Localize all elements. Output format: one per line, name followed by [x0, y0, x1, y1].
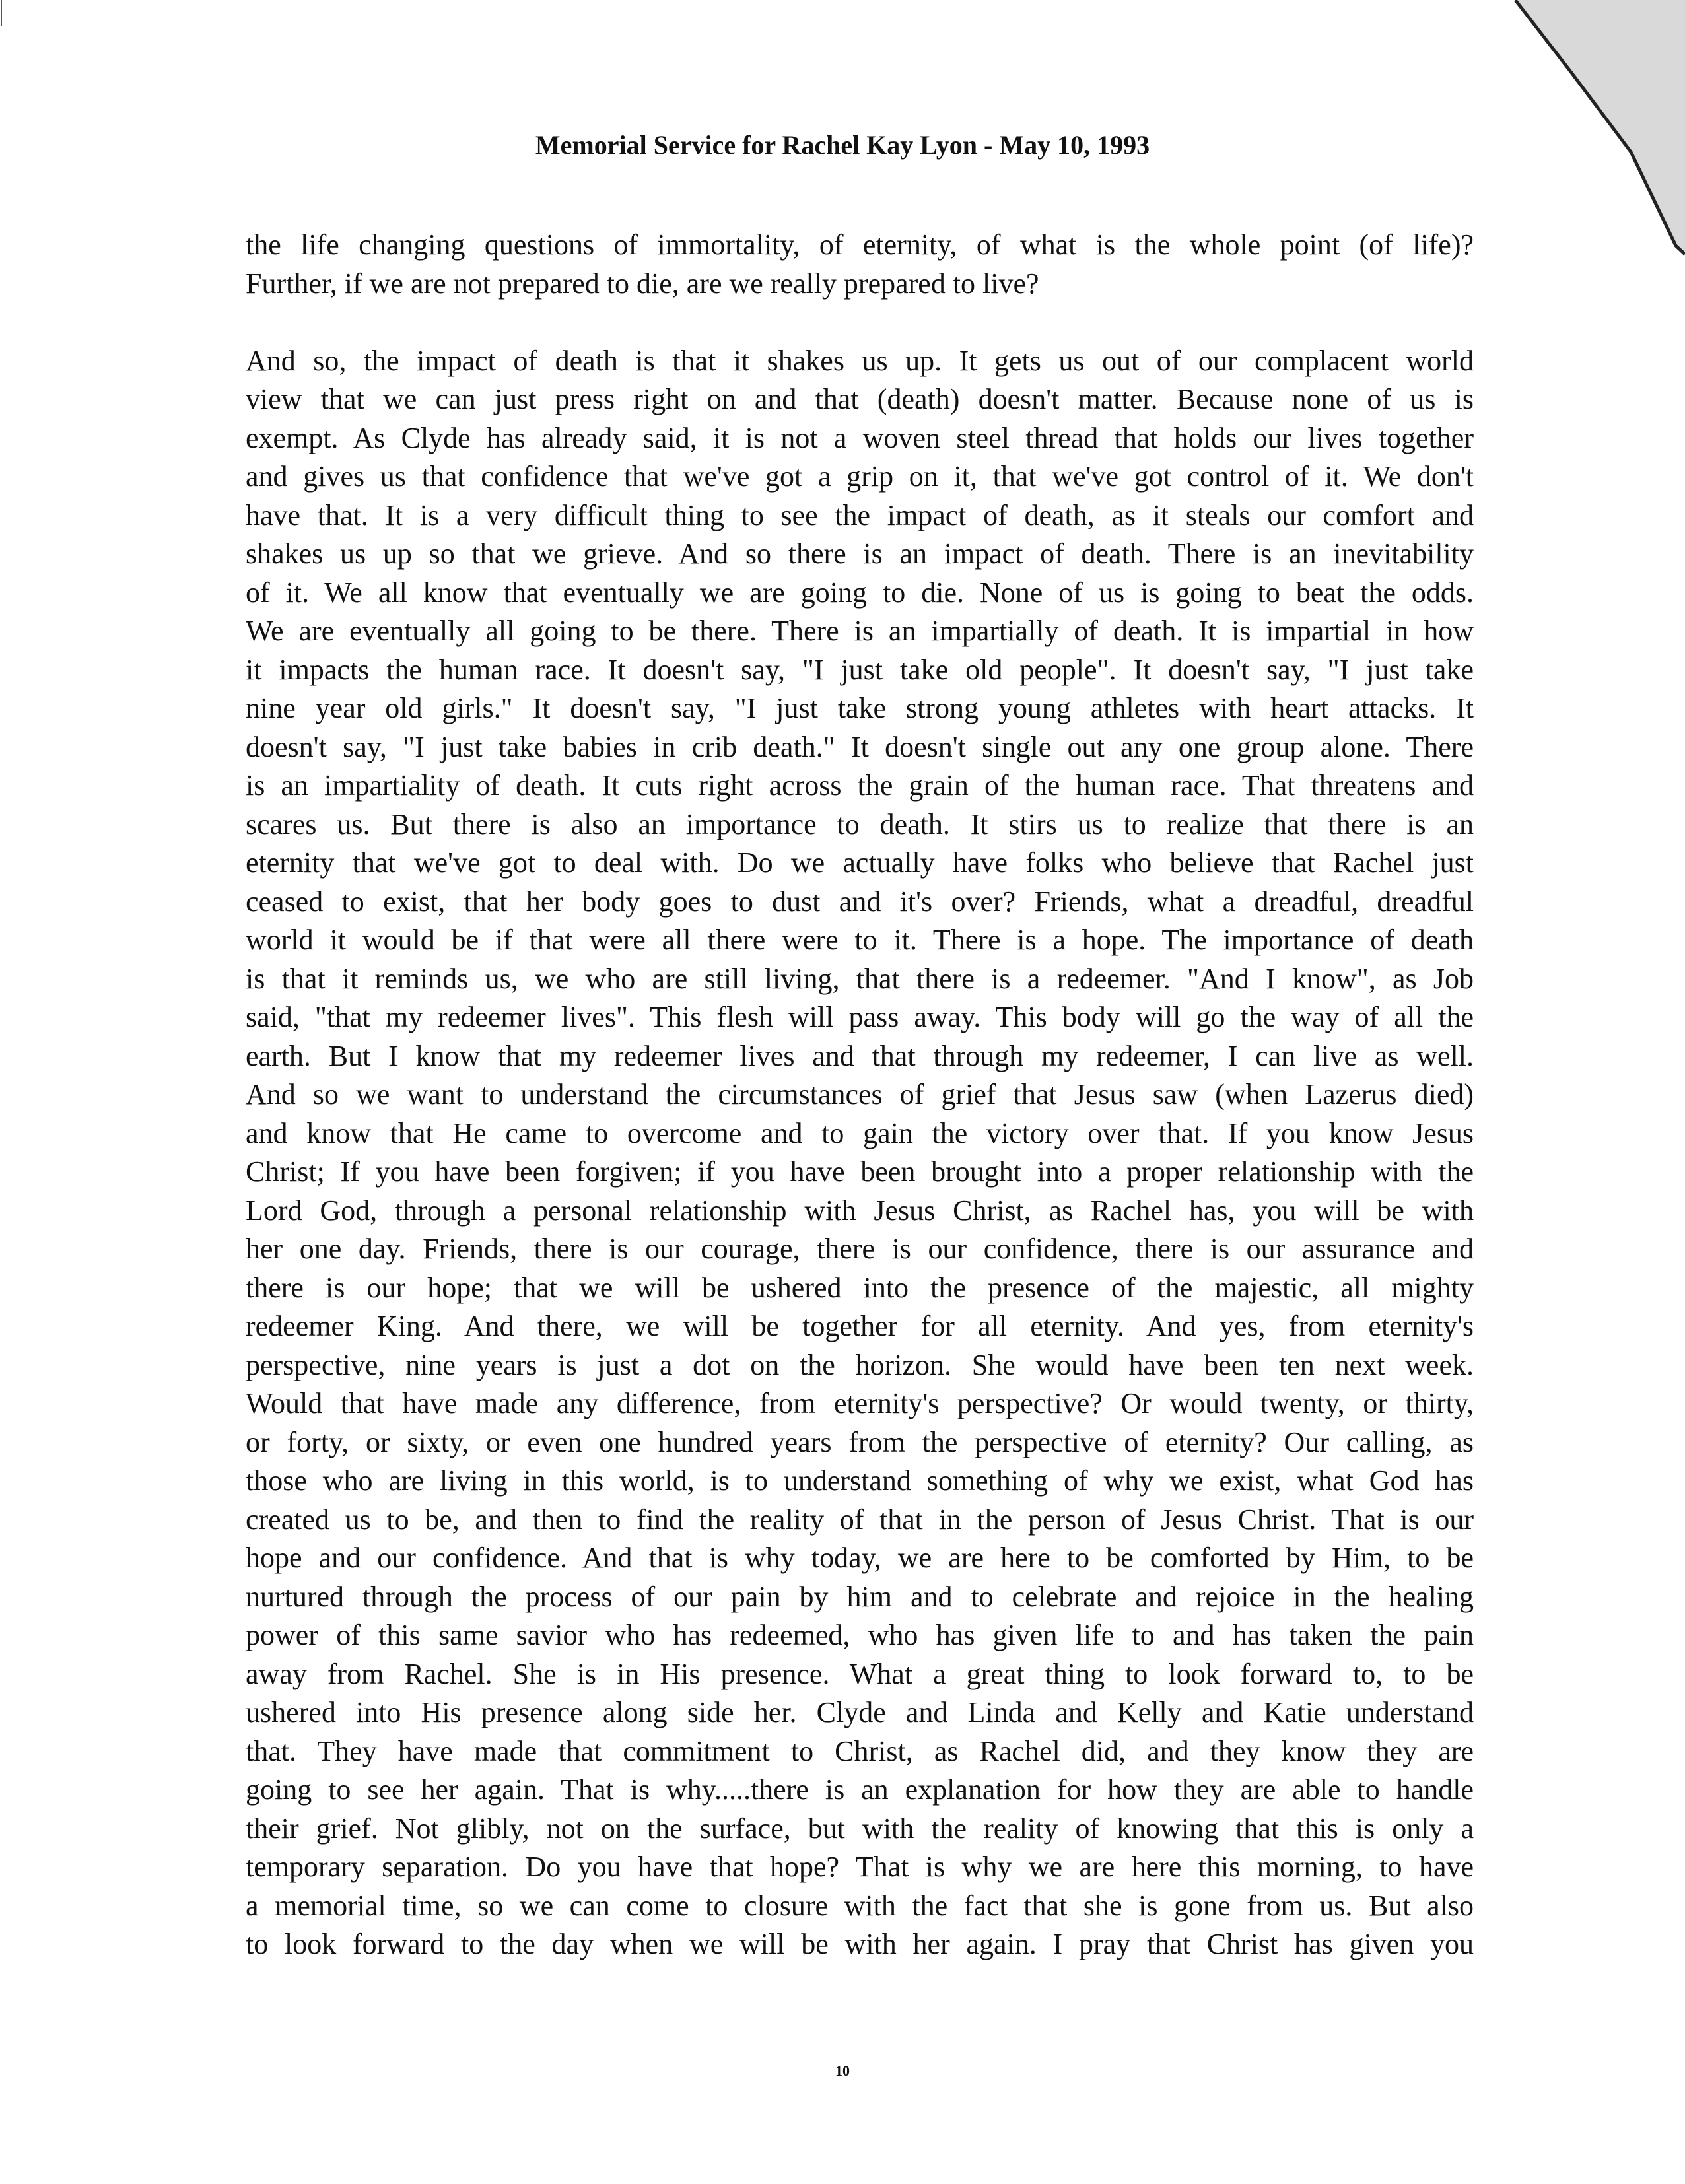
text-line: doesn't say, "I just take babies in crib death." It doesn't single out any one group alone. There — [246, 730, 1474, 763]
text-line: nurtured through the process of our pain by him and to celebrate and rejoice in the healing — [246, 1580, 1474, 1613]
text-line: of it. We all know that eventually we are going to die. None of us is going to beat the odds. — [246, 576, 1474, 609]
text-line: or forty, or sixty, or even one hundred years from the perspective of eternity? Our calling, as — [246, 1425, 1474, 1458]
body-text — [246, 226, 1474, 1964]
text-line: there is our hope; that we will be ushered into the presence of the majestic, all mighty — [246, 1271, 1474, 1304]
text-line: And so we want to understand the circumstances of grief that Jesus saw (when Lazerus died) — [246, 1078, 1474, 1110]
text-line: and know that He came to overcome and to gain the victory over that. If you know Jesus — [246, 1116, 1474, 1149]
text-line: earth. But I know that my redeemer lives and that through my redeemer, I can live as well. — [246, 1039, 1474, 1072]
text-line: and gives us that confidence that we've got a grip on it, that we've got control of it. We don't — [246, 460, 1474, 493]
text-line: created us to be, and then to find the reality of that in the person of Jesus Christ. That is our — [246, 1503, 1474, 1536]
text-line: world it would be if that were all there were to it. There is a hope. The importance of death — [246, 924, 1474, 956]
text-line: it impacts the human race. It doesn't say, "I just take old people". It doesn't say, "I just take — [246, 653, 1474, 686]
text-line: a memorial time, so we can come to closure with the fact that she is gone from us. But also — [246, 1889, 1474, 1922]
text-line: Further, if we are not prepared to die, are we really prepared to live? — [246, 267, 1039, 300]
text-line: Christ; If you have been forgiven; if you have been brought into a proper relationship with the — [246, 1155, 1474, 1188]
text-line: We are eventually all going to be there. There is an impartially of death. It is impartial in how — [246, 615, 1474, 647]
text-line: ushered into His presence along side her. Clyde and Linda and Kelly and Katie understand — [246, 1696, 1474, 1728]
text-line: ceased to exist, that her body goes to dust and it's over? Friends, what a dreadful, dreadful — [246, 885, 1474, 918]
text-line: have that. It is a very difficult thing to see the impact of death, as it steals our comfort and — [246, 498, 1474, 531]
text-line: the life changing questions of immortality, of eternity, of what is the whole point (of life)? — [246, 228, 1474, 261]
page-title: Memorial Service for Rachel Kay Lyon - May 10, 1993 — [535, 130, 1150, 160]
text-line: shakes us up so that we grieve. And so there is an impact of death. There is an inevitability — [246, 537, 1474, 570]
text-line: going to see her again. That is why.....there is an explanation for how they are able to handle — [246, 1773, 1474, 1806]
text-line: her one day. Friends, there is our courage, there is our confidence, there is our assurance and — [246, 1233, 1474, 1265]
text-line: those who are living in this world, is to understand something of why we exist, what God has — [246, 1464, 1474, 1497]
text-line: is that it reminds us, we who are still living, that there is a redeemer. "And I know", as Job — [246, 962, 1474, 995]
text-line: redeemer King. And there, we will be together for all eternity. And yes, from eternity's — [246, 1310, 1474, 1342]
text-line: scares us. But there is also an importance to death. It stirs us to realize that there is an — [246, 807, 1474, 840]
text-line: Would that have made any difference, from eternity's perspective? Or would twenty, or thirty, — [246, 1387, 1474, 1419]
text-line: eternity that we've got to deal with. Do we actually have folks who believe that Rachel just — [246, 846, 1474, 879]
text-line: nine year old girls." It doesn't say, "I just take strong young athletes with heart attacks. It — [246, 692, 1474, 724]
text-line: view that we can just press right on and that (death) doesn't matter. Because none of us is — [246, 383, 1474, 415]
text-line: power of this same savior who has redeemed, who has given life to and has taken the pain — [246, 1619, 1474, 1651]
text-line: perspective, nine years is just a dot on the horizon. She would have been ten next week. — [246, 1348, 1474, 1381]
text-line: temporary separation. Do you have that hope? That is why we are here this morning, to have — [246, 1851, 1474, 1883]
text-line: Lord God, through a personal relationship with Jesus Christ, as Rachel has, you will be with — [246, 1194, 1474, 1227]
text-line: to look forward to the day when we will be with her again. I pray that Christ has given you — [246, 1928, 1474, 1960]
text-line: hope and our confidence. And that is why today, we are here to be comforted by Him, to be — [246, 1542, 1474, 1574]
page-number: 10 — [835, 2063, 850, 2079]
paragraph-gap — [246, 303, 1474, 342]
text-line: said, "that my redeemer lives". This flesh will pass away. This body will go the way of all the — [246, 1001, 1474, 1033]
text-line: away from Rachel. She is in His presence. What a great thing to look forward to, to be — [246, 1657, 1474, 1690]
text-line: that. They have made that commitment to Christ, as Rachel did, and they know they are — [246, 1734, 1474, 1767]
text-line: exempt. As Clyde has already said, it is not a woven steel thread that holds our lives together — [246, 421, 1474, 454]
text-line: their grief. Not glibly, not on the surface, but with the reality of knowing that this is only a — [246, 1812, 1474, 1845]
text-line: And so, the impact of death is that it shakes us up. It gets us out of our complacent world — [246, 344, 1474, 377]
text-line: is an impartiality of death. It cuts right across the grain of the human race. That threatens and — [246, 769, 1474, 802]
